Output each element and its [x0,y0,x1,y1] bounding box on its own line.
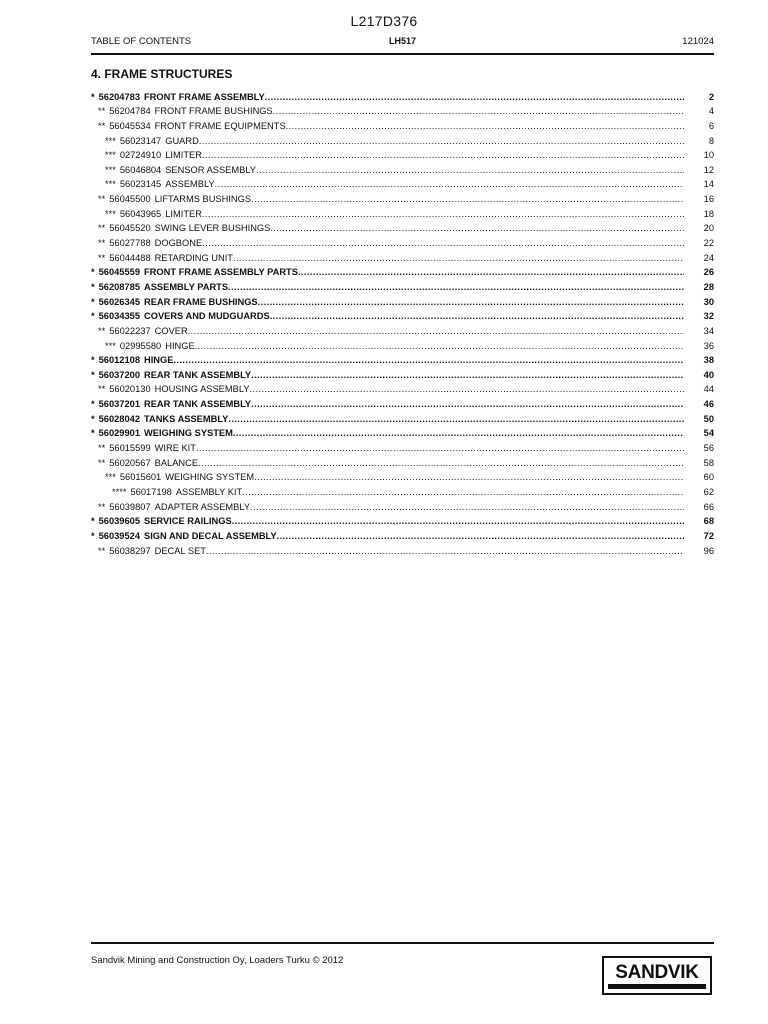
toc-page-number: 60 [703,472,714,483]
toc-page-number: 40 [703,369,714,380]
toc-entry[interactable] [91,264,714,279]
toc-part-number: 56039605 [98,516,140,527]
toc-entry[interactable] [91,439,714,454]
toc-page-number: 32 [703,311,714,322]
toc-page-number: 24 [703,252,714,263]
toc-entry-title: ASSEMBLY KIT [175,486,243,497]
toc-level-marker: *** [105,179,116,190]
toc-page-number: 68 [703,516,714,527]
toc-entry[interactable] [91,88,714,103]
toc-part-number: 56045520 [109,223,151,234]
toc-entry-title: FRONT FRAME EQUIPMENTS [154,120,286,131]
toc-dot-leader [251,194,684,205]
toc-part-number: 56015599 [109,443,151,454]
toc-entry[interactable] [91,117,714,132]
toc-page-number: 28 [703,281,714,292]
toc-page-number: 14 [703,179,714,190]
toc-dot-leader [215,179,684,190]
toc-entry-title: SWING LEVER BUSHINGS [154,223,271,234]
toc-part-number: 56029901 [98,428,140,439]
toc-page-number: 34 [703,325,714,336]
section-title: 4. FRAME STRUCTURES [91,67,233,81]
toc-dot-leader [250,384,684,395]
toc-part-number: 56204783 [98,91,140,102]
document-code: L217D376 [350,13,418,29]
toc-entry-title: TANKS ASSEMBLY [144,413,229,424]
toc-level-marker: * [91,91,95,102]
toc-page-number: 6 [708,120,714,131]
toc-part-number: 56037201 [98,399,140,410]
toc-entry-title: REAR TANK ASSEMBLY [144,369,252,380]
footer-copyright: Sandvik Mining and Construction Oy, Loaders Turku © 2012 [91,955,344,966]
toc-entry[interactable] [91,513,714,528]
toc-entry[interactable] [91,205,714,220]
toc-part-number: 56045559 [98,267,140,278]
toc-entry-title: SIGN AND DECAL ASSEMBLY [144,530,277,541]
toc-entry[interactable] [91,322,714,337]
toc-page-number: 66 [703,501,714,512]
toc-level-marker: * [91,369,95,380]
toc-entry-title: LIFTARMS BUSHINGS [154,194,252,205]
header-date-code: 121024 [682,36,714,47]
header-divider [91,53,714,55]
toc-page-number: 50 [703,413,714,424]
logo-underbar [608,984,706,989]
toc-dot-leader [298,267,684,278]
toc-entry-title: BALANCE [154,457,199,468]
toc-part-number: 56023145 [119,179,162,190]
toc-entry-title: WEIGHING SYSTEM [165,472,255,483]
toc-level-marker: **** [112,486,127,497]
table-of-contents [91,88,714,557]
toc-dot-leader [198,458,684,469]
toc-page-number: 10 [703,150,714,161]
toc-entry[interactable] [91,132,714,147]
toc-entry[interactable] [91,176,714,191]
toc-page-number: 96 [703,545,714,556]
toc-dot-leader [254,472,684,483]
page-header [91,36,714,49]
toc-part-number: 56023147 [119,135,162,146]
toc-page-number: 38 [703,355,714,366]
toc-part-number: 56038297 [109,545,151,556]
toc-level-marker: ** [98,106,106,117]
toc-page-number: 4 [708,106,714,117]
toc-dot-leader [251,399,684,410]
toc-entry-title: SERVICE RAILINGS [144,516,232,527]
toc-dot-leader [199,136,684,147]
toc-part-number: 02995580 [119,340,162,351]
toc-level-marker: * [91,281,95,292]
toc-page-number: 56 [703,443,714,454]
toc-entry[interactable] [91,234,714,249]
toc-page-number: 8 [708,135,714,146]
toc-level-marker: *** [105,340,116,351]
toc-page-number: 36 [703,340,714,351]
toc-level-marker: ** [98,194,106,205]
toc-entry[interactable] [91,161,714,176]
toc-dot-leader [232,516,684,527]
toc-entry-title: WEIGHING SYSTEM [144,428,233,439]
toc-entry-title: LIMITER [165,150,202,161]
toc-level-marker: *** [105,164,116,175]
toc-entry-title: FRONT FRAME BUSHINGS [154,106,273,117]
toc-entry-title: ADAPTER ASSEMBLY [154,501,251,512]
toc-level-marker: ** [98,325,106,336]
header-section-label: TABLE OF CONTENTS [91,36,192,47]
toc-page-number: 72 [703,530,714,541]
toc-entry-title: GUARD [165,135,199,146]
toc-entry-title: HOUSING ASSEMBLY [154,384,250,395]
toc-page-number: 2 [708,91,714,102]
toc-entry-title: COVERS AND MUDGUARDS [144,311,270,322]
toc-level-marker: ** [98,384,106,395]
toc-page-number: 62 [703,486,714,497]
toc-dot-leader [250,502,684,513]
header-model: LH517 [388,36,416,46]
toc-entry[interactable] [91,293,714,308]
toc-entry[interactable] [91,410,714,425]
toc-part-number: 56028042 [98,413,140,424]
toc-page-number: 26 [703,267,714,278]
toc-part-number: 56204784 [109,106,151,117]
toc-entry-title: ASSEMBLY [165,179,215,190]
toc-entry[interactable] [91,337,714,352]
toc-entry-title: HINGE [144,355,174,366]
toc-entry[interactable] [91,220,714,235]
toc-entry-title: REAR TANK ASSEMBLY [144,399,252,410]
toc-entry[interactable] [91,498,714,513]
toc-dot-leader [188,326,684,337]
toc-dot-leader [202,238,684,249]
toc-entry-title: LIMITER [165,208,202,219]
toc-entry[interactable] [91,190,714,205]
toc-level-marker: *** [105,208,116,219]
toc-level-marker: ** [98,223,106,234]
toc-entry-title: FRONT FRAME ASSEMBLY [144,91,265,102]
toc-entry[interactable] [91,147,714,162]
toc-part-number: 56046804 [119,164,162,175]
toc-level-marker: *** [105,135,116,146]
footer-divider [91,942,714,944]
toc-entry-title: FRONT FRAME ASSEMBLY PARTS [144,267,298,278]
toc-part-number: 56027788 [109,238,151,249]
toc-part-number: 56043965 [119,208,162,219]
toc-entry-title: COVER [154,325,188,336]
toc-entry[interactable] [91,425,714,440]
sandvik-logo [602,956,712,995]
toc-part-number: 56208785 [98,281,140,292]
toc-level-marker: * [91,516,95,527]
toc-level-marker: * [91,530,95,541]
logo-wordmark: SANDVIK [615,962,699,983]
toc-entry-title: DECAL SET [154,545,206,556]
toc-entry[interactable] [91,469,714,484]
toc-part-number: 56039524 [98,530,140,541]
toc-dot-leader [256,165,684,176]
toc-dot-leader [273,106,684,117]
toc-part-number: 02724910 [119,150,162,161]
toc-entry-title: REAR FRAME BUSHINGS [144,296,258,307]
toc-dot-leader [277,531,684,542]
toc-level-marker: * [91,311,95,322]
toc-part-number: 56039807 [109,501,151,512]
toc-level-marker: *** [105,150,116,161]
toc-entry[interactable] [91,352,714,367]
toc-level-marker: ** [98,501,106,512]
toc-entry-title: WIRE KIT [154,443,196,454]
toc-page-number: 44 [703,384,714,395]
toc-entry[interactable] [91,103,714,118]
toc-level-marker: * [91,413,95,424]
toc-page-number: 22 [703,238,714,249]
toc-part-number: 56045534 [109,120,151,131]
toc-dot-leader [206,546,684,557]
toc-dot-leader [286,121,684,132]
toc-entry[interactable] [91,381,714,396]
toc-level-marker: * [91,428,95,439]
toc-entry-title: RETARDING UNIT [154,252,233,263]
toc-page-number: 12 [703,164,714,175]
toc-dot-leader [173,355,684,366]
toc-page-number: 30 [703,296,714,307]
toc-dot-leader [195,341,684,352]
toc-dot-leader [202,150,684,161]
toc-part-number: 56012108 [98,355,140,366]
toc-level-marker: ** [98,252,106,263]
toc-dot-leader [228,282,684,293]
toc-entry[interactable] [91,483,714,498]
toc-page-number: 46 [703,399,714,410]
toc-part-number: 56026345 [98,296,140,307]
toc-level-marker: ** [98,457,106,468]
toc-dot-leader [233,253,684,264]
toc-dot-leader [270,311,684,322]
toc-part-number: 56015601 [119,472,162,483]
toc-entry[interactable] [91,278,714,293]
toc-part-number: 56037200 [98,369,140,380]
toc-entry[interactable] [91,395,714,410]
toc-entry[interactable] [91,249,714,264]
toc-level-marker: *** [105,472,116,483]
toc-level-marker: * [91,296,95,307]
toc-dot-leader [251,370,684,381]
toc-level-marker: * [91,355,95,366]
toc-part-number: 56020567 [109,457,151,468]
toc-level-marker: * [91,267,95,278]
toc-entry[interactable] [91,308,714,323]
toc-level-marker: ** [98,120,106,131]
toc-part-number: 56044488 [109,252,151,263]
toc-page-number: 18 [703,208,714,219]
toc-dot-leader [258,297,684,308]
toc-dot-leader [242,487,684,498]
toc-dot-leader [228,414,684,425]
toc-level-marker: ** [98,443,106,454]
toc-entry[interactable] [91,542,714,557]
toc-page-number: 54 [703,428,714,439]
toc-level-marker: * [91,399,95,410]
toc-dot-leader [233,428,684,439]
toc-part-number: 56045500 [109,194,151,205]
toc-page-number: 16 [703,194,714,205]
toc-entry-title: ASSEMBLY PARTS [144,281,229,292]
toc-page-number: 20 [703,223,714,234]
toc-page-number: 58 [703,457,714,468]
toc-dot-leader [270,223,684,234]
toc-part-number: 56022237 [109,325,151,336]
toc-dot-leader [202,209,684,220]
toc-entry-title: HINGE [165,340,195,351]
toc-level-marker: ** [98,545,106,556]
toc-dot-leader [265,92,684,103]
toc-entry[interactable] [91,527,714,542]
toc-part-number: 56017198 [130,486,172,497]
toc-entry[interactable] [91,366,714,381]
toc-part-number: 56020130 [109,384,151,395]
toc-level-marker: ** [98,238,106,249]
toc-entry-title: SENSOR ASSEMBLY [165,164,256,175]
toc-entry[interactable] [91,454,714,469]
toc-dot-leader [196,443,684,454]
toc-part-number: 56034355 [98,311,140,322]
toc-entry-title: DOGBONE [154,238,203,249]
